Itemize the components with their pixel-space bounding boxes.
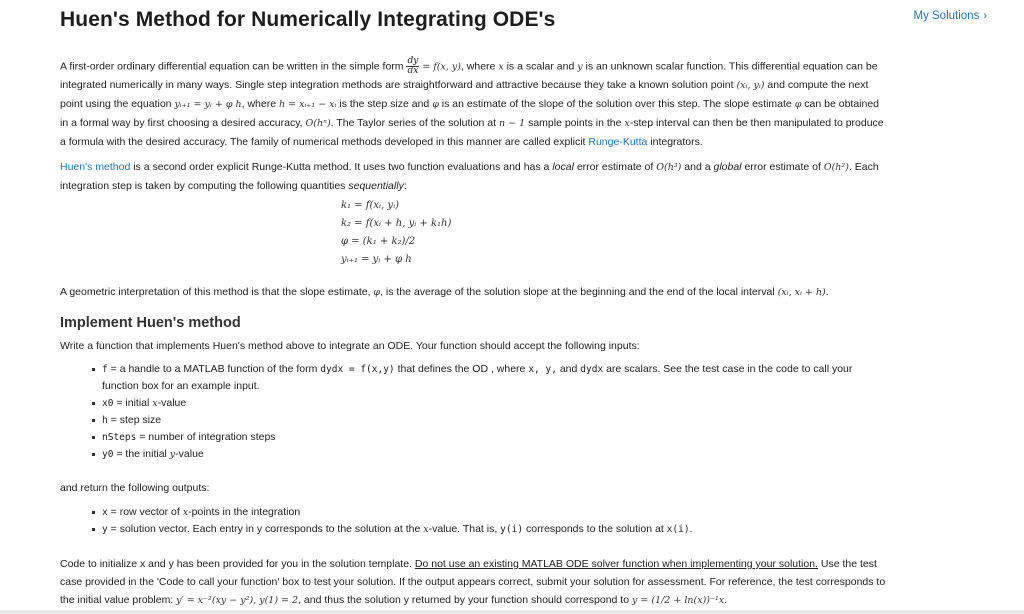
text: . — [724, 594, 728, 606]
code-nsteps: nSteps — [102, 432, 137, 443]
implement-intro — [60, 337, 960, 355]
math-ohn: O(hⁿ) — [305, 118, 331, 130]
math-solution: y = (1/2 + ln(x))⁻¹x — [631, 595, 725, 606]
bottom-divider — [0, 610, 1024, 614]
huen-equations — [341, 197, 451, 269]
text: is the step size and — [339, 98, 430, 111]
text: -value. That is, — [428, 523, 501, 535]
frac-num: dy — [407, 56, 419, 66]
text: . — [689, 523, 693, 535]
math-x: x — [152, 398, 158, 409]
text: and — [556, 363, 581, 375]
my-solutions-label: My Solutions — [913, 10, 980, 22]
huen-paragraph — [60, 158, 960, 195]
global-emphasis: global — [713, 161, 742, 173]
math-x: x — [624, 118, 630, 130]
list-item — [92, 395, 962, 412]
math-phi: φ — [794, 99, 802, 111]
text: = number of integration steps — [136, 431, 276, 443]
text: is a second order explicit Runge-Kutta method. It uses two function evaluations and has a — [133, 161, 550, 173]
my-solutions-link[interactable] — [913, 10, 987, 22]
huen-line-2 — [60, 177, 960, 195]
math-interval: (xᵢ, xᵢ + h) — [777, 287, 826, 298]
geometric-paragraph — [60, 283, 960, 302]
inputs-list — [92, 361, 962, 463]
implement-intro-text: Write a function that implements Huen's method above to integrate an ODE. Your function should accept the following inputs: — [60, 340, 640, 352]
code-f: f — [102, 364, 108, 375]
text: Use the test — [820, 558, 877, 570]
text: integrators. — [650, 136, 703, 149]
text: -step interval can then be then manipulated to produce — [629, 117, 884, 130]
text: and compute the next — [767, 79, 869, 92]
equation-k1: k₁ = f(xᵢ, yᵢ) — [341, 200, 399, 211]
code-yi: y(i) — [500, 524, 524, 535]
sequentially-emphasis: sequentially — [348, 180, 404, 192]
text: -points in the integration — [188, 506, 301, 518]
intro-line-4 — [60, 114, 960, 133]
return-intro-text: and return the following outputs: — [60, 482, 210, 494]
huens-method-link[interactable]: Huen's method — [60, 161, 131, 173]
text: , and thus the solution y returned by your function should correspond to — [298, 594, 630, 606]
code-h: h — [102, 415, 108, 426]
text: corresponds to the solution at — [523, 523, 667, 535]
text: error estimate of — [576, 161, 654, 173]
text: . Each — [848, 161, 879, 173]
intro-line-5 — [60, 133, 960, 151]
code-xi: x(i) — [666, 524, 690, 535]
text: . — [825, 286, 829, 298]
equation-phi: φ = (k₁ + k₂)/2 — [341, 236, 416, 247]
list-item — [92, 446, 962, 463]
math-ivp: y′ = x⁻²(xy − y²), y(1) = 2 — [176, 595, 299, 606]
text: are scalars. See the test case in the code to call your — [603, 363, 853, 375]
equation-y-next: yᵢ₊₁ = yᵢ + φ h — [341, 254, 412, 265]
math-x: x — [182, 507, 189, 518]
text: is a scalar and — [506, 60, 575, 73]
code-dydx: dydx = f(x,y) — [320, 364, 395, 375]
text: : — [403, 180, 407, 192]
text: that defines the OD , where — [394, 363, 529, 375]
chevron-right-icon: › — [983, 10, 987, 22]
implement-heading: Implement Huen's method — [60, 315, 241, 331]
page-title: Huen's Method for Numerically Integrating ODE's — [60, 8, 556, 31]
math-point: (xᵢ, yᵢ) — [736, 80, 765, 92]
text: = row vector of — [107, 506, 183, 518]
math-n-minus-1: n − 1 — [498, 118, 526, 130]
text: is an unknown scalar function. This differential equation can be — [585, 60, 878, 73]
code-x0: x0 — [102, 398, 114, 409]
runge-kutta-link[interactable]: Runge-Kutta — [588, 136, 648, 149]
math-y: y — [169, 449, 176, 460]
text: in a formal way by first choosing a desired accuracy, — [60, 117, 303, 130]
text: -value — [175, 448, 204, 460]
code-dydx-2: dydx — [580, 364, 604, 375]
text: Code to initialize x and y has been provided for you in the solution template. — [60, 558, 412, 570]
text: -value — [157, 397, 187, 409]
text: = the initial — [113, 448, 170, 460]
intro-paragraph — [60, 57, 960, 151]
text: , where — [241, 98, 277, 111]
math-phi: φ — [432, 99, 439, 111]
math-x: x — [423, 524, 429, 535]
geometric-line — [60, 283, 960, 302]
footer-line-1 — [60, 555, 965, 573]
text: point using the equation — [60, 98, 172, 111]
list-item — [92, 521, 962, 538]
text: = step size — [107, 414, 162, 426]
outputs-list — [92, 504, 962, 538]
list-item — [92, 429, 962, 446]
math-h-eq: h = xᵢ₊₁ − xᵢ — [278, 99, 337, 111]
text: integration step is taken by computing the following quantities — [60, 180, 346, 192]
code-y0: y0 — [102, 449, 114, 460]
math-o3: O(h³) — [656, 162, 682, 173]
intro-line-2 — [60, 76, 960, 95]
text: sample points in the — [528, 117, 622, 130]
text: is an estimate of the slope of the solution over this step. The slope estimate — [441, 98, 792, 111]
math-x: x — [498, 61, 504, 73]
text: can be obtained — [804, 98, 880, 111]
math-y: y — [577, 61, 583, 73]
text: function box for an example input. — [102, 380, 260, 392]
text: , is the average of the solution slope at the beginning and the end of the local interval — [380, 286, 775, 298]
footer-paragraph — [60, 555, 965, 610]
dy-dx-fraction — [406, 57, 419, 76]
footer-line-2: case provided in the 'Code to call your function' box to test your solution. If the output appears correct, submit your solution for assessment. For reference, the test corresponds to — [60, 576, 886, 588]
text: A geometric interpretation of this method is that the slope estimate, — [60, 286, 371, 298]
ode-equation: = f(x, y) — [422, 61, 461, 73]
list-item — [92, 504, 962, 521]
text: . The Taylor series of the solution at — [330, 117, 497, 130]
list-item — [92, 412, 962, 429]
frac-den: dx — [407, 66, 419, 76]
math-phi: φ — [373, 287, 381, 298]
return-intro — [60, 479, 960, 497]
text: error estimate of — [744, 161, 821, 173]
footer-line-3 — [60, 591, 965, 610]
math-step-eq: yᵢ₊₁ = yᵢ + φ h — [174, 99, 242, 111]
local-emphasis: local — [552, 161, 574, 173]
intro-line-3 — [60, 95, 960, 114]
math-o2: O(h²) — [823, 162, 849, 173]
list-item — [92, 361, 962, 395]
no-ode-solver-note: Do not use an existing MATLAB ODE solver function when implementing your solution. — [414, 558, 818, 570]
equation-k2: k₂ = f(xᵢ + h, yᵢ + k₁h) — [341, 218, 452, 229]
text: = initial — [113, 397, 153, 409]
intro-line-1 — [60, 57, 960, 76]
huen-line-1 — [60, 158, 960, 177]
text: integrated numerically in many ways. Single step integration methods are straightforward and attractive because they take a known solution point — [60, 79, 734, 92]
code-x: x — [102, 507, 108, 518]
text: = a handle to a MATLAB function of the form — [107, 363, 321, 375]
text: , where — [460, 60, 496, 73]
text: A first-order ordinary differential equation can be written in the simple form — [60, 60, 404, 73]
code-xy: x, y, — [528, 364, 557, 375]
code-y: y — [102, 524, 108, 535]
text: a formula with the desired accuracy. The family of numerical methods developed in this manner are called explicit — [60, 136, 586, 149]
text: = solution vector. Each entry in y corresponds to the solution at the — [107, 523, 424, 535]
text: and a — [684, 161, 711, 173]
text: the initial value problem: — [60, 594, 174, 606]
